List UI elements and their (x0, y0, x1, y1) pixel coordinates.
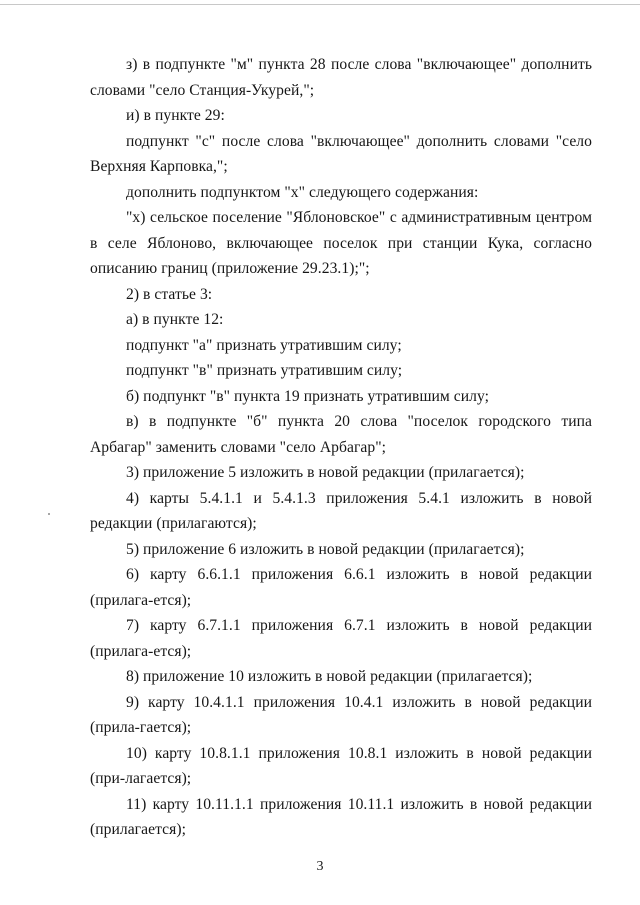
paragraph-point-12: а) в пункте 12: (126, 311, 224, 328)
paragraph-4: 4) карты 5.4.1.1 и 5.4.1.3 приложения 5.4.1 изложить в новой редакции (прилагаются); (90, 489, 592, 532)
paragraph-subpoint-a: подпункт "а" признать утратившим силу; (126, 336, 402, 354)
paragraph-11: 11) карту 10.11.1.1 приложения 10.11.1 изложить в новой редакции (прилагается); (90, 795, 592, 838)
paragraph-subpoint-v: подпункт "в" признать утратившим силу; (126, 362, 403, 379)
page-number: 3 (316, 859, 324, 874)
paragraph-10: 10) карту 10.8.1.1 приложения 10.8.1 изложить в новой редакции (при-лагается); (90, 744, 592, 787)
document-page (90, 52, 592, 843)
paragraph-3: 3) приложение 5 изложить в новой редакции (прилагается); (126, 464, 525, 481)
scan-speck (48, 513, 50, 515)
paragraph-v: в) в подпункте "б" пункта 20 слова "поселок городского типа Арбагар" заменить словами "село Арбагар"; (90, 413, 592, 456)
paragraph-subpoint-s: подпункт "с" после слова "включающее" дополнить словами "село Верхняя Карповка,"; (90, 132, 592, 175)
paragraph-8: 8) приложение 10 изложить в новой редакции (прилагается); (126, 668, 533, 685)
paragraph-5: 5) приложение 6 изложить в новой редакции (прилагается); (126, 540, 525, 558)
paragraph-7: 7) карту 6.7.1.1 приложения 6.7.1 изложить в новой редакции (прилага-ется); (90, 617, 592, 660)
paragraph-i: и) в пункте 29: (126, 107, 225, 124)
paragraph-article-3: 2) в статье 3: (126, 285, 213, 303)
paragraph-z: з) в подпункте "м" пункта 28 после слова "включающее" дополнить словами "село Станция-Укурей,"; (90, 56, 592, 99)
paragraph-9: 9) карту 10.4.1.1 приложения 10.4.1 изложить в новой редакции (прила-гается); (90, 693, 592, 736)
paragraph-b: б) подпункт "в" пункта 19 признать утратившим силу; (126, 387, 490, 405)
paragraph-add-subpoint: дополнить подпунктом "х" следующего содержания: (126, 183, 479, 201)
paragraph-6: 6) карту 6.6.1.1 приложения 6.6.1 изложить в новой редакции (прилага-ется); (90, 566, 592, 609)
paragraph-subpoint-kh: "х) сельское поселение "Яблоновское" с административным центром в селе Яблоново, включающее поселок при станции Кука, согласно описанию границ (приложение 29.23.1);"; (90, 209, 592, 277)
scan-top-rule (0, 4, 640, 5)
